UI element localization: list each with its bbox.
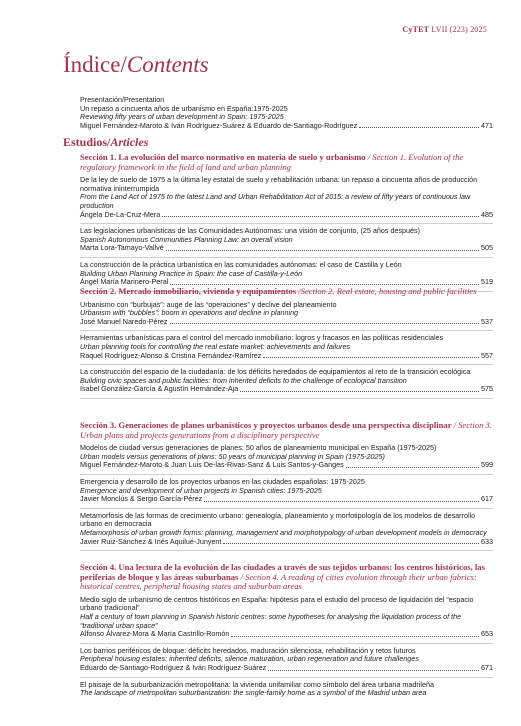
entry-authors: Javier Ruiz-Sánchez & Inés Aquilué-Junyent xyxy=(80,536,222,546)
entry-title-en: Urban models versus generations of plans: 50 years of municipal planning in Spain (1975-2025) xyxy=(80,451,385,461)
index-title xyxy=(63,53,209,76)
section-divider xyxy=(80,550,493,551)
entry-page: 653 xyxy=(481,629,493,639)
entry-page: 633 xyxy=(481,536,493,546)
entry-title-es: Los barrios periféricos de bloque: déficits heredados, maduración silenciosa, rehabilitación y retos futuros xyxy=(80,645,416,655)
leader-dots xyxy=(166,249,479,251)
toc-entry xyxy=(80,508,493,546)
entry-authors: Ángel María Marinero-Peral xyxy=(80,277,169,287)
articles-heading-es: Estudios/ xyxy=(63,135,111,149)
entry-authors: Eduardo de-Santiago-Rodríguez & Iván Rodríguez-Suárez xyxy=(80,662,267,672)
entry-author-line xyxy=(80,461,493,470)
leader-dots xyxy=(359,126,479,128)
presentation-label: Presentación/Presentation xyxy=(80,95,165,104)
entry-page: 519 xyxy=(481,277,493,287)
section-title-es: Sección 1. La evolución del marco normativo en materia de suelo y urbanismo xyxy=(80,152,366,162)
presentation-title-en: Reviewing fifty years of urban development in Spain: 1975-2025 xyxy=(80,112,284,122)
entry-title-en: Half a century of town planning in Spanish historic centres: some hypotheses for analysing the liquidation process of the “traditional urban space” xyxy=(80,611,462,630)
entry-author-line xyxy=(80,385,493,394)
entry-title-es: Metamorfosis de las formas de crecimiento urbano: genealogía, planeamiento y morfotipología de los modelos de desarrollo urbano en democracia xyxy=(80,510,476,529)
leader-dots xyxy=(223,542,479,544)
journal-header xyxy=(402,25,487,34)
leader-dots xyxy=(170,283,479,285)
entry-title-es: De la ley de suelo de 1975 a la última ley estatal de suelo y rehabilitación urbana: un repaso a cincuenta años de producción normativa ininterrumpida xyxy=(80,175,478,193)
section-2 xyxy=(80,287,493,399)
entry-authors: José Manuel Naredo-Pérez xyxy=(80,316,168,326)
toc-entry xyxy=(80,474,493,504)
entry-page: 599 xyxy=(481,460,493,470)
toc-entry xyxy=(80,330,493,360)
section-3 xyxy=(80,421,493,551)
index-title-es: Índice/ xyxy=(63,52,127,77)
entry-page: 575 xyxy=(481,384,493,394)
section-heading xyxy=(80,563,493,592)
entry-title-en: Spanish Autonomous Communities Planning Law: an overall vision xyxy=(80,234,293,244)
entry-title-es: La construcción del espacio de la ciudadanía: de los déficits heredados de equipamientos al reto de la transición ecológica xyxy=(80,367,471,377)
entry-author-line xyxy=(80,495,493,504)
toc-entry xyxy=(80,596,493,639)
entry-title-es: Modelos de ciudad versus generaciones de planes: 50 años de planeamiento municipal en España (1975-2025) xyxy=(80,443,437,453)
entry-authors: Isabel González-García & Agustín Hernández-Aja xyxy=(80,384,239,394)
entry-title-en: Peripheral housing estates: inherited deficits, silence maturation, urban regeneration and future challenges xyxy=(80,654,419,664)
entry-title-es: Emergencia y desarrollo de los proyectos urbanos en las ciudades españolas: 1975-2025 xyxy=(80,476,365,486)
toc-entry xyxy=(80,176,493,219)
section-title-en: / Section 1. Evolution of the regulatory framework in the field of land and urban planning xyxy=(80,152,464,172)
entry-authors: Marta Lora-Tamayo-Vallvé xyxy=(80,243,164,253)
entry-title-es: Herramientas urbanísticas para el control del mercado inmobiliario: logros y fracasos en las políticas residenciales xyxy=(80,333,444,343)
entry-title-es: La construcción de la práctica urbanística en las comunidades autónomas: el caso de Castilla y León xyxy=(80,259,402,269)
entry-authors: Miguel Fernández-Maroto & Juan Luis De-las-Rivas-Sanz & Luis Santos-y-Ganges xyxy=(80,460,344,470)
entry-title-en: Building Urban Planning Practice in Spain: the case of Castilla-y-León xyxy=(80,268,303,278)
presentation-title-es: Un repaso a cincuenta años de urbanismo en España:1975-2025 xyxy=(80,103,288,113)
presentation-page: 471 xyxy=(481,120,493,130)
entry-authors: Javier Monclús & Sergio García-Pérez xyxy=(80,494,203,504)
entry-authors: Ángela De-La-Cruz-Mera xyxy=(80,209,161,219)
entry-authors: Alfonso Álvarez-Mora & María Castrillo-Romón xyxy=(80,629,230,639)
section-title-es: Sección 3. Generaciones de planes urbanísticos y proyectos urbanos desde una perspectiva disciplinar xyxy=(80,420,452,430)
articles-heading xyxy=(63,135,148,150)
section-4 xyxy=(80,563,493,698)
entry-page: 485 xyxy=(481,209,493,219)
toc-entry xyxy=(80,257,493,287)
section-heading xyxy=(80,153,493,172)
entry-authors: Raquel Rodríguez-Alonso & Cristina Fernández-Ramírez xyxy=(80,350,262,360)
toc-entry xyxy=(80,364,493,394)
entry-author-line xyxy=(80,211,493,220)
entry-title-es: Urbanismo con “burbujas”: auge de las “operaciones” y declive del planeamiento xyxy=(80,299,337,309)
presentation-entry xyxy=(80,96,493,130)
toc-entry xyxy=(80,223,493,253)
articles-heading-en: Articles xyxy=(110,135,149,149)
entry-title-en: From the Land Act of 1975 to the latest Land and Urban Rehabilitation Act of 2015: a review of fifty years of continuous law production xyxy=(80,192,471,210)
entry-title-en: Building civic spaces and public facilities: from inherited deficits to the challenge of ecological transition xyxy=(80,375,407,385)
leader-dots xyxy=(162,215,479,217)
leader-dots xyxy=(268,669,479,671)
entry-author-line xyxy=(80,538,493,547)
entry-page: 557 xyxy=(481,350,493,360)
section-divider xyxy=(80,398,493,399)
entry-title-es: Medio siglo de urbanismo de centros históricos en España: hipótesis para el estudio del proceso de liquidación del “espacio urbano tradicional” xyxy=(80,594,474,613)
section-heading xyxy=(80,421,493,440)
toc-entry xyxy=(80,677,493,698)
journal-name: CyTET xyxy=(402,25,430,34)
entry-title-en: Urban planning tools for controlling the real estate market: achievements and failures xyxy=(80,341,351,351)
section-heading xyxy=(80,287,493,297)
index-title-en: Contents xyxy=(126,52,209,77)
entry-page: 617 xyxy=(481,494,493,504)
entry-page: 505 xyxy=(481,243,493,253)
section-1 xyxy=(80,153,493,292)
leader-dots xyxy=(170,322,480,324)
entry-author-line xyxy=(80,318,493,327)
entry-title-en: Emergence and development of urban projects in Spanish cities: 1975-2025 xyxy=(80,485,322,495)
journal-volume: LVII (223) 2025 xyxy=(431,25,487,34)
entry-author-line xyxy=(80,352,493,361)
entry-title-es: El paisaje de la suburbanización metropolitana: la vivienda unifamiliar como símbolo del área urbana madrileña xyxy=(80,679,434,689)
leader-dots xyxy=(204,500,479,502)
section-title-en: / Section 4. A reading of cities evolution through their urban fabrics: historical centres, peripheral housing states and suburban areas xyxy=(80,571,477,592)
presentation-authors: Miguel Fernández-Maroto & Iván Rodríguez-Suárez & Eduardo de-Santiago-Rodríguez xyxy=(80,120,358,130)
presentation-author-line xyxy=(80,122,493,131)
section-title-es: Sección 4. Una lectura de la evolución de las ciudades a través de sus tejidos urbanos: los centros históricos, las periferias de bloque y las áreas suburbanas xyxy=(80,562,485,582)
entry-title-es: Las legislaciones urbanísticas de las Comunidades Autónomas: una visión de conjunto, (25 años después) xyxy=(80,226,421,236)
leader-dots xyxy=(240,390,479,392)
entry-title-en: Metamorphosis of urban growth forms: planning, management and morphotypology of urban development models in democracy xyxy=(80,527,487,537)
toc-entry xyxy=(80,444,493,470)
entry-author-line xyxy=(80,630,493,639)
section-title-en: /Section 2. Real estate, housing and public facilities xyxy=(298,286,477,296)
entry-title-en: The landscape of metropolitan suburbanization: the single-family home as a symbol of the Madrid urban area xyxy=(80,688,427,698)
section-title-es: Sección 2. Mercado inmobiliario, vivienda y equipamientos xyxy=(80,286,297,296)
leader-dots xyxy=(263,356,479,358)
entry-page: 537 xyxy=(481,316,493,326)
entry-author-line xyxy=(80,664,493,673)
leader-dots xyxy=(346,466,479,468)
entry-title-en: Urbanism with “bubbles”: boom in operations and decline in planning xyxy=(80,308,299,318)
toc-entry xyxy=(80,643,493,673)
entry-page: 671 xyxy=(481,662,493,672)
toc-entry xyxy=(80,301,493,327)
leader-dots xyxy=(231,635,479,637)
entry-author-line xyxy=(80,244,493,253)
section-title-en: / Section 3. Urban plans and projects generations from a disciplinary perspective xyxy=(80,420,492,440)
